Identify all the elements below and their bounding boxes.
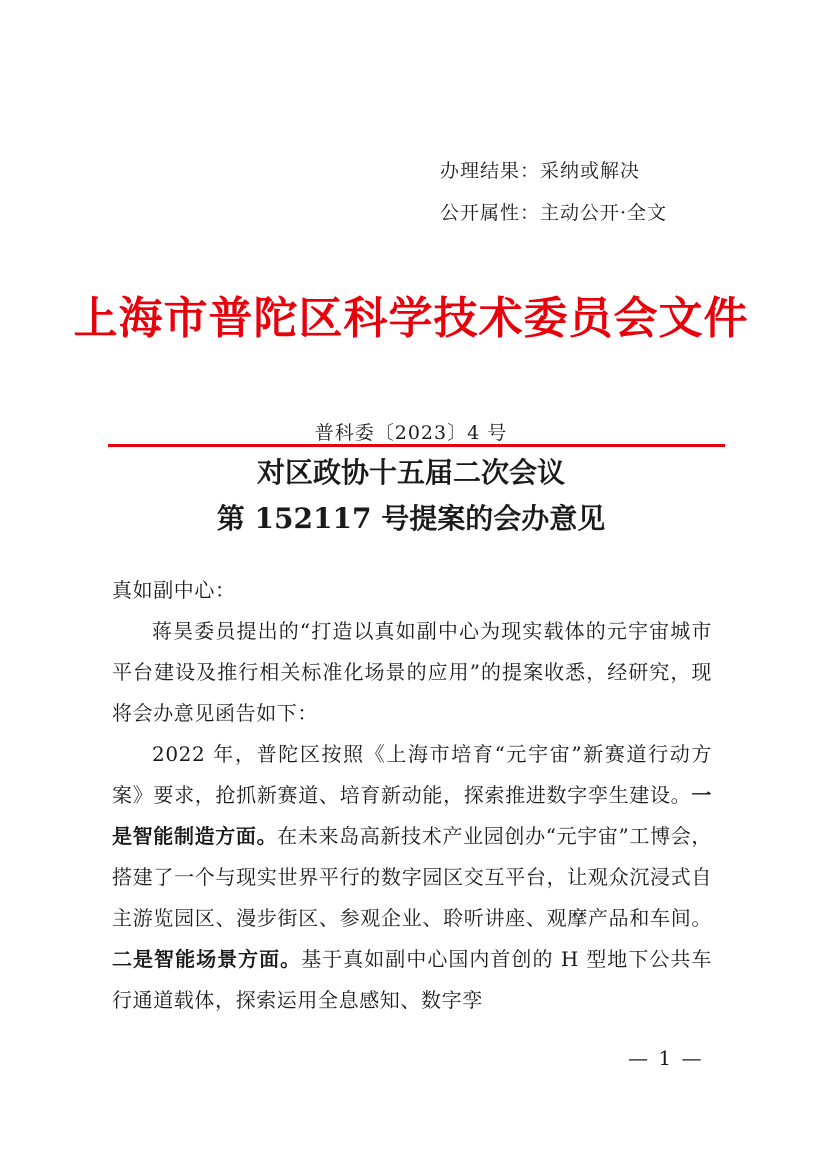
paragraph-2	[112, 734, 712, 1021]
red-divider	[108, 444, 725, 447]
paragraph-2-manufacturing: 在未来岛高新技术产业园创办“元宇宙”工博会，搭建了一个与现实世界平行的数字园区交互平台，让观众沉浸式自主游览园区、漫步街区、参观企业、聆听讲座、观摩产品和车间。	[112, 824, 712, 930]
salutation: 真如副中心：	[112, 578, 236, 602]
document-title-line-1: 对区政协十五届二次会议	[256, 456, 565, 489]
disclosure-attribute: 公开属性：主动公开·全文	[440, 202, 668, 224]
document-title-line-2: 第 152117 号提案的会办意见	[216, 502, 606, 535]
document-body	[112, 570, 712, 1021]
organization-title: 上海市普陀区科学技术委员会文件	[73, 293, 749, 344]
paragraph-2-intro: 2022 年，普陀区按照《上海市培育“元宇宙”新赛道行动方案》要求，抢抓新赛道、培育新动能，探索推进数字孪生建设。	[112, 742, 712, 807]
page-number: — 1 —	[628, 1046, 704, 1070]
paragraph-1: 蒋昊委员提出的“打造以真如副中心为现实载体的元宇宙城市平台建设及推行相关标准化场景的应用”的提案收悉，经研究，现将会办意见函告如下：	[112, 619, 712, 725]
heading-smart-manufacturing: 一是智能制造方面。	[112, 783, 712, 848]
document-number: 普科委〔2023〕4 号	[314, 422, 508, 444]
handling-result: 办理结果：采纳或解决	[440, 160, 641, 182]
paragraph-2-scenarios: 基于真如副中心国内首创的 H 型地下公共车行通道载体，探索运用全息感知、数字孪	[112, 947, 712, 1012]
heading-smart-scenarios: 二是智能场景方面。	[112, 947, 302, 971]
